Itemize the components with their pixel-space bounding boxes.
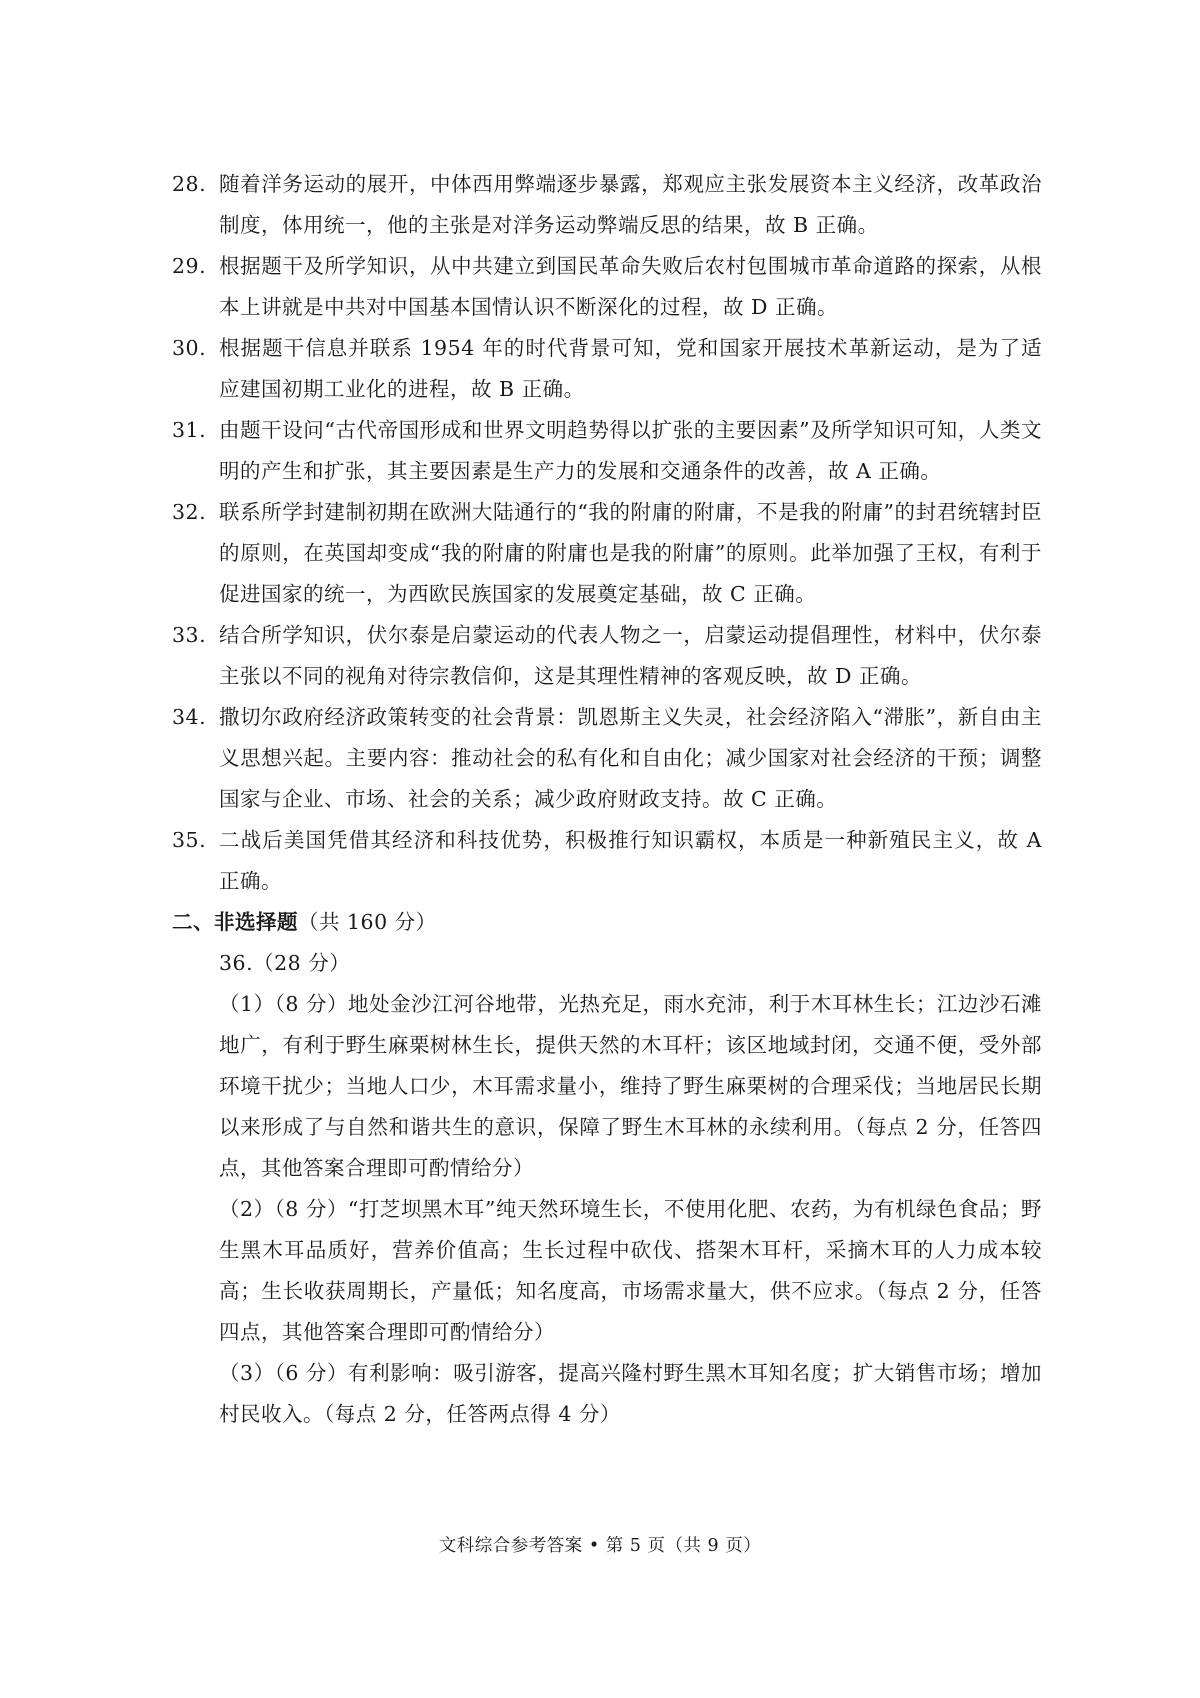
section-title: 二、非选择题 <box>172 910 298 934</box>
item-number: 32. <box>172 500 207 524</box>
item-number: 33. <box>172 623 207 647</box>
item-text: 联系所学封建制初期在欧洲大陆通行的“我的附庸的附庸，不是我的附庸”的封君统辖封臣的原则，在英国却变成“我的附庸的附庸也是我的附庸”的原则。此举加强了王权，有利于促进国家的统一，为西欧民族国家的发展奠定基础，故 C 正确。 <box>219 500 1042 606</box>
answer-item-35 <box>172 820 1042 902</box>
item-text: 二战后美国凭借其经济和科技优势，积极推行知识霸权，本质是一种新殖民主义，故 A 正确。 <box>219 828 1042 893</box>
question-36-part-1: （1）（8 分）地处金沙江河谷地带，光热充足，雨水充沛，利于木耳林生长；江边沙石滩地广，有利于野生麻栗树林生长，提供天然的木耳杆；该区地域封闭，交通不便，受外部环境干扰少；当地人口少，木耳需求量小，维持了野生麻栗树的合理采伐；当地居民长期以来形成了与自然和谐共生的意识，保障了野生木耳林的永续利用。（每点 2 分，任答四点，其他答案合理即可酌情给分） <box>219 992 1042 1180</box>
item-text: 撒切尔政府经济政策转变的社会背景：凯恩斯主义失灵，社会经济陷入“滞胀”，新自由主义思想兴起。主要内容：推动社会的私有化和自由化；减少国家对社会经济的干预；调整国家与企业、市场、社会的关系；减少政府财政支持。故 C 正确。 <box>219 705 1042 811</box>
item-number: 35. <box>172 828 207 852</box>
item-number: 34. <box>172 705 207 729</box>
question-36-part-2: （2）（8 分）“打芝坝黑木耳”纯天然环境生长，不使用化肥、农药，为有机绿色食品；野生黑木耳品质好，营养价值高；生长过程中砍伐、搭架木耳杆，采摘木耳的人力成本较高；生长收获周期长，产量低；知名度高，市场需求量大，供不应求。（每点 2 分，任答四点，其他答案合理即可酌情给分） <box>219 1197 1042 1344</box>
item-number: 30. <box>172 336 207 360</box>
item-text: 随着洋务运动的展开，中体西用弊端逐步暴露，郑观应主张发展资本主义经济，改革政治制度，体用统一，他的主张是对洋务运动弊端反思的结果，故 B 正确。 <box>219 172 1042 237</box>
answer-item-30 <box>172 328 1042 410</box>
item-text: 结合所学知识，伏尔泰是启蒙运动的代表人物之一，启蒙运动提倡理性，材料中，伏尔泰主张以不同的视角对待宗教信仰，这是其理性精神的客观反映，故 D 正确。 <box>219 623 1042 688</box>
item-text: 由题干设问“古代帝国形成和世界文明趋势得以扩张的主要因素”及所学知识可知，人类文明的产生和扩张，其主要因素是生产力的发展和交通条件的改善，故 A 正确。 <box>219 418 1042 483</box>
section-note: （共 160 分） <box>298 910 437 934</box>
answer-item-31 <box>172 410 1042 492</box>
item-text: 根据题干信息并联系 1954 年的时代背景可知，党和国家开展技术革新运动，是为了适应建国初期工业化的进程，故 B 正确。 <box>219 336 1042 401</box>
item-text: 根据题干及所学知识，从中共建立到国民革命失败后农村包围城市革命道路的探索，从根本上讲就是中共对中国基本国情认识不断深化的过程，故 D 正确。 <box>219 254 1042 319</box>
answer-item-33 <box>172 615 1042 697</box>
question-36-part-3: （3）（6 分）有利影响：吸引游客，提高兴隆村野生黑木耳知名度；扩大销售市场；增加村民收入。（每点 2 分，任答两点得 4 分） <box>219 1361 1042 1426</box>
item-number: 29. <box>172 254 207 278</box>
item-number: 28. <box>172 172 207 196</box>
question-36-header <box>172 943 1042 984</box>
answer-item-34 <box>172 697 1042 820</box>
answer-item-28 <box>172 164 1042 246</box>
question-header-text: 36.（28 分） <box>219 951 351 975</box>
answer-item-29 <box>172 246 1042 328</box>
section-heading <box>172 902 1042 943</box>
answer-body <box>172 164 1042 1435</box>
item-number: 31. <box>172 418 207 442</box>
page-footer: 文科综合参考答案 • 第 5 页（共 9 页） <box>438 1536 762 1556</box>
answer-item-32 <box>172 492 1042 615</box>
